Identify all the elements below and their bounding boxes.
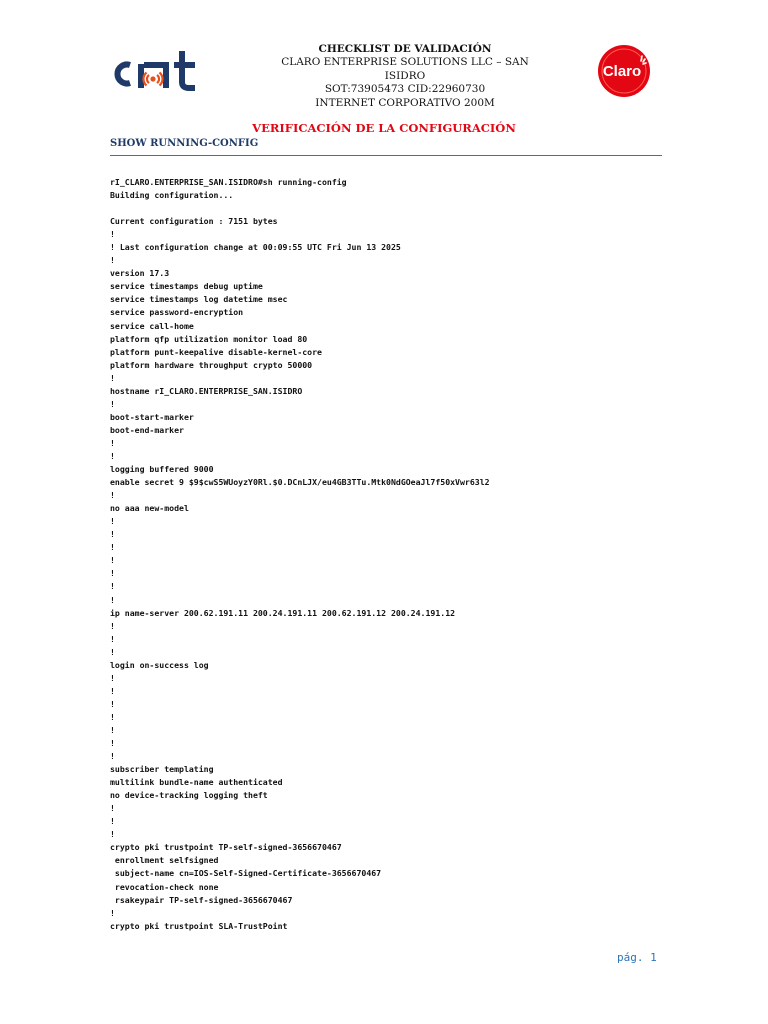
config-line: ! xyxy=(110,738,115,749)
checklist-title: CHECKLIST DE VALIDACIÓN xyxy=(318,43,492,55)
config-line: ! xyxy=(110,529,115,540)
company-name: CLARO ENTERPRISE SOLUTIONS LLC – SAN ISIDRO xyxy=(281,56,529,82)
section-divider xyxy=(110,155,662,156)
config-line: ! xyxy=(110,829,115,840)
config-line: Current configuration : 7151 bytes xyxy=(110,216,278,227)
config-line: ! xyxy=(110,542,115,553)
config-line: logging buffered 9000 xyxy=(110,464,214,475)
config-line: subscriber templating xyxy=(110,764,214,775)
svg-text:Claro: Claro xyxy=(602,63,642,80)
config-line: Building configuration... xyxy=(110,190,234,201)
config-line: ! xyxy=(110,685,115,696)
config-line: platform qfp utilization monitor load 80 xyxy=(110,333,308,344)
config-line: ! xyxy=(110,620,115,631)
config-line: ! xyxy=(110,594,115,605)
config-line: enable secret 9 $9$cwS5WUoyzY0Rl.$0.DCnLJX/eu4GB3TTu.Mtk0NdGOeaJl7f50xVwr63l2 xyxy=(110,477,490,488)
config-line: ! xyxy=(110,229,115,240)
config-line: rI_CLARO.ENTERPRISE_SAN.ISIDRO#sh running-config xyxy=(110,177,347,187)
config-line: platform punt-keepalive disable-kernel-core xyxy=(110,346,322,357)
config-line: crypto pki trustpoint TP-self-signed-3656670467 xyxy=(110,842,342,853)
config-line: ! xyxy=(110,816,115,827)
config-line: enrollment selfsigned xyxy=(110,855,219,866)
document-header xyxy=(260,43,550,110)
config-line: service call-home xyxy=(110,320,194,331)
order-ids: SOT:73905473 CID:22960730 xyxy=(324,83,486,95)
config-line: service timestamps debug uptime xyxy=(110,281,263,292)
config-line: ! xyxy=(110,646,115,657)
config-line: ! xyxy=(110,672,115,683)
config-line: ! xyxy=(110,803,115,814)
service-name: INTERNET CORPORATIVO 200M xyxy=(315,96,495,109)
config-line: crypto pki trustpoint SLA-TrustPoint xyxy=(110,920,288,931)
config-line: rsakeypair TP-self-signed-3656670467 xyxy=(110,894,293,905)
config-line: version 17.3 xyxy=(110,268,170,279)
config-line xyxy=(110,202,670,215)
config-line: ! xyxy=(110,437,115,448)
running-config-output xyxy=(110,176,670,933)
config-line: ! xyxy=(110,633,115,644)
section-subheading: SHOW RUNNING-CONFIG xyxy=(110,138,259,149)
config-line: ! xyxy=(110,711,115,722)
config-line: ! xyxy=(110,555,115,566)
config-line: ! xyxy=(110,907,115,918)
config-line: ! xyxy=(110,450,115,461)
config-line: boot-end-marker xyxy=(110,424,184,435)
config-line: ! xyxy=(110,724,115,735)
config-line: ! xyxy=(110,255,115,266)
config-line: ! xyxy=(110,751,115,762)
config-line: subject-name cn=IOS-Self-Signed-Certificate-3656670467 xyxy=(110,868,382,879)
config-line: multilink bundle-name authenticated xyxy=(110,777,283,788)
config-line: revocation-check none xyxy=(110,881,219,892)
config-line: hostname rI_CLARO.ENTERPRISE_SAN.ISIDRO xyxy=(110,385,303,396)
config-line: ! xyxy=(110,568,115,579)
page-number: pág. 1 xyxy=(617,951,657,964)
config-line: platform hardware throughput crypto 50000 xyxy=(110,359,313,370)
config-line: ! xyxy=(110,581,115,592)
config-line: boot-start-marker xyxy=(110,411,194,422)
config-line: ! xyxy=(110,698,115,709)
section-title: VERIFICACIÓN DE LA CONFIGURACIÓN xyxy=(252,121,516,135)
config-line: ! xyxy=(110,372,115,383)
config-line: service timestamps log datetime msec xyxy=(110,294,288,305)
config-line: ! Last configuration change at 00:09:55 UTC Fri Jun 13 2025 xyxy=(110,242,401,253)
config-line: ip name-server 200.62.191.11 200.24.191.11 200.62.191.12 200.24.191.12 xyxy=(110,607,456,618)
config-line: no device-tracking logging theft xyxy=(110,790,268,801)
cnt-logo xyxy=(108,42,216,98)
config-line: service password-encryption xyxy=(110,307,244,318)
config-line: login on-success log xyxy=(110,659,209,670)
config-line: ! xyxy=(110,398,115,409)
config-line: ! xyxy=(110,490,115,501)
config-line: ! xyxy=(110,516,115,527)
claro-logo xyxy=(596,44,652,98)
config-line: no aaa new-model xyxy=(110,503,189,514)
